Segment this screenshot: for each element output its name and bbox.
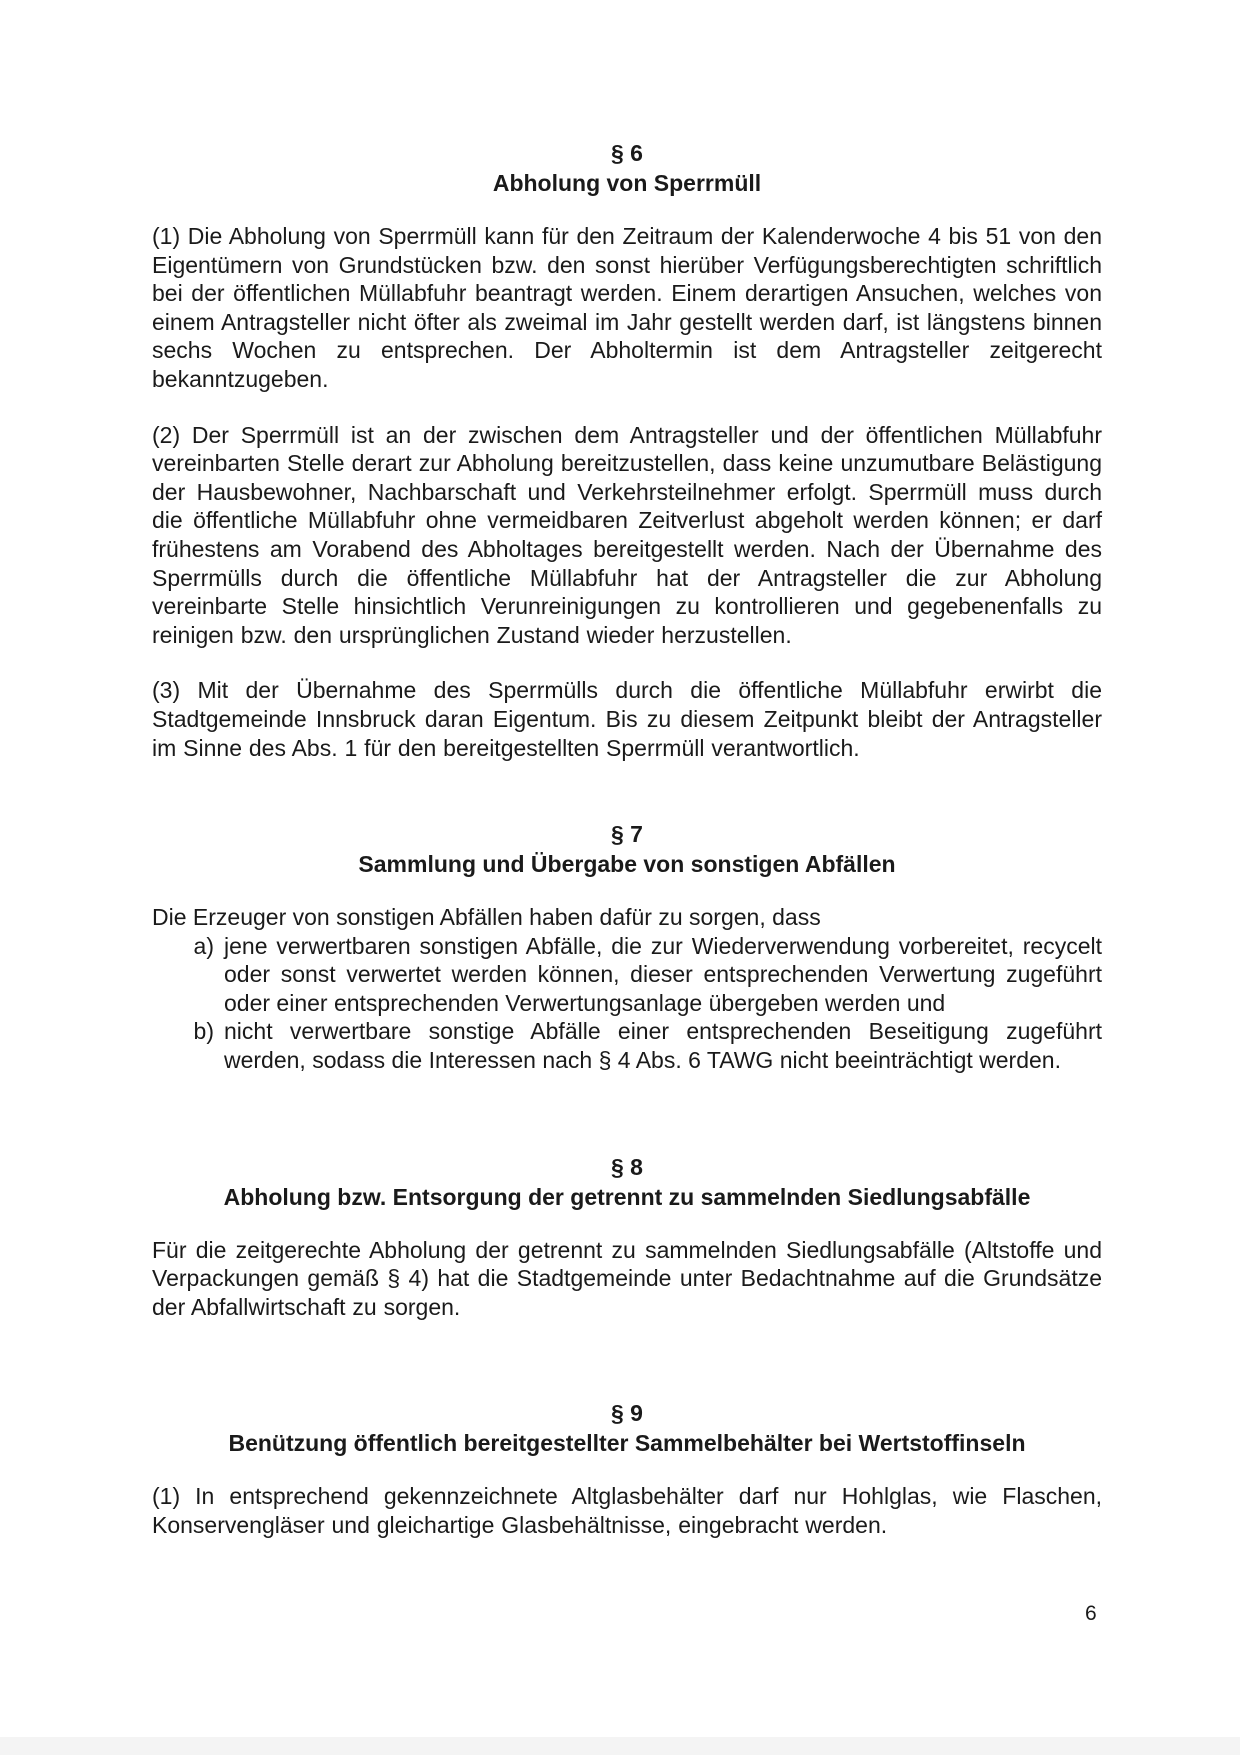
section-spacer [152,1348,1102,1398]
section-title: Abholung von Sperrmüll [492,170,762,196]
paragraph: (3) Mit der Übernahme des Sperrmülls durch die öffentliche Müllabfuhr erwirbt die Stadtgemeinde Innsbruck daran Eigentum. Bis zu diesem Zeitpunkt bleibt der Antragsteller im Sinne des Abs. 1 für den bereitgestellten Sperrmüll verantwortlich. [152,677,1102,761]
section-number: § 9 [611,1400,643,1427]
section-spacer [152,1102,1102,1152]
section-title: Sammlung und Übergabe von sonstigen Abfällen [358,851,896,878]
paragraph: (1) In entsprechend gekennzeichnete Altglasbehälter darf nur Hohlglas, wie Flaschen, Konservengläser und gleichartige Glasbehältnisse, eingebracht werden. [152,1483,1102,1539]
section-number: § 6 [611,140,643,166]
obligation-list [152,932,1102,1075]
paragraph: Für die zeitgerechte Abholung der getrennt zu sammelnden Siedlungsabfälle (Altstoffe und Verpackungen gemäß § 4) hat die Stadtgemeinde unter Bedachtnahme auf die Grundsätze der Abfallwirtschaft zu sorgen. [152,1236,1102,1320]
list-marker: b) [193,1018,214,1045]
section-7 [152,819,1102,1075]
page-number: 6 [1085,1602,1097,1625]
list-item [152,932,1102,1018]
section-title: Abholung bzw. Entsorgung der getrennt zu sammelnden Siedlungsabfälle [223,1183,1031,1210]
document-body [152,138,1102,1567]
section-number: § 8 [611,1153,643,1180]
section-6 [152,138,1102,762]
list-marker: a) [193,932,214,959]
list-item-text: jene verwertbaren sonstigen Abfälle, die zur Wiederverwendung vorbereitet, recycelt oder sonst verwertet werden können, dieser entsprechenden Verwertung zugeführt oder einer entsprechenden Verwertungsanlage übergeben werden und [224,932,1102,1016]
section-spacer [152,789,1102,819]
section-9 [152,1398,1102,1539]
section-8 [152,1152,1102,1322]
list-item [152,1017,1102,1074]
list-intro: Die Erzeuger von sonstigen Abfällen haben dafür zu sorgen, dass [152,904,821,931]
paragraph: (2) Der Sperrmüll ist an der zwischen dem Antragsteller und der öffentlichen Müllabfuhr vereinbarten Stelle derart zur Abholung bereitzustellen, dass keine unzumutbare Belästigung der Hausbewohner, Nachbarschaft und Verkehrsteilnehmer erfolgt. Sperrmüll muss durch die öffentliche Müllabfuhr ohne vermeidbaren Zeitverlust abgeholt werden können; er darf frühestens am Vorabend des Abholtages bereitgestellt werden. Nach der Übernahme des Sperrmülls durch die öffentliche Müllabfuhr hat der Antragsteller die zur Abholung vereinbarte Stelle hinsichtlich Verunreinigungen zu kontrollieren und gegebenenfalls zu reinigen bzw. den ursprünglichen Zustand wieder herzustellen. [152,421,1102,648]
section-number: § 7 [611,821,643,848]
scan-bottom-edge [0,1737,1240,1755]
section-title: Benützung öffentlich bereitgestellter Sammelbehälter bei Wertstoffinseln [228,1430,1026,1457]
paragraph: (1) Die Abholung von Sperrmüll kann für den Zeitraum der Kalenderwoche 4 bis 51 von den Eigentümern von Grundstücken bzw. den sonst hierüber Verfügungsberechtigten schriftlich bei der öffentlichen Müllabfuhr beantragt werden. Einem derartigen Ansuchen, welches von einem Antragsteller nicht öfter als zweimal im Jahr gestellt werden darf, ist längstens binnen sechs Wochen zu entsprechen. Der Abholtermin ist dem Antragsteller zeitgerecht bekanntzugeben. [152,223,1102,392]
list-item-text: nicht verwertbare sonstige Abfälle einer entsprechenden Beseitigung zugeführt werden, sodass die Interessen nach § 4 Abs. 6 TAWG nicht beeinträchtigt werden. [224,1018,1102,1074]
